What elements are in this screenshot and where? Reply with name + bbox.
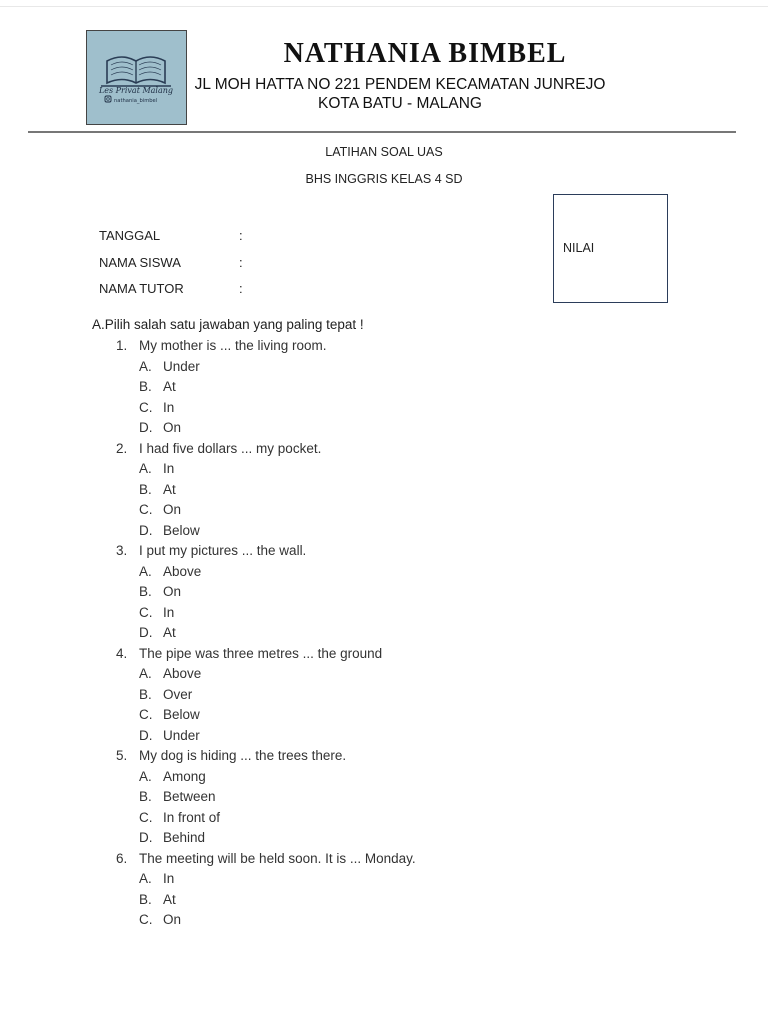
option-letter: D. [139,420,153,435]
logo-script-text: Les Privat Malang [98,86,174,95]
option-text: Over [163,686,193,702]
score-label: NILAI [563,241,595,255]
question-number: 5. [116,748,128,763]
option-text: Above [163,666,202,681]
question-list [0,336,768,931]
option-text: At [163,891,176,907]
option-text: Below [163,707,200,722]
field-colon: : [239,255,243,270]
option-letter: B. [139,379,152,394]
option-letter: C. [139,399,153,415]
option-text: Behind [163,830,206,845]
question-1-option-c [0,398,768,419]
field-nama-tutor [99,281,243,296]
option-text: Below [163,522,200,538]
section-instruction: A.Pilih salah satu jawaban yang paling tepat ! [92,317,364,332]
school-logo [86,30,187,125]
question-text: I put my pictures ... the wall. [139,543,307,558]
header-divider [28,131,736,133]
option-text: Under [163,727,200,743]
question-3-option-b [0,582,768,603]
option-text: At [163,481,176,497]
question-number: 3. [116,543,128,558]
field-colon: : [239,281,243,296]
option-letter: B. [139,891,152,907]
field-nama-siswa [99,255,243,270]
question-text: I had five dollars ... my pocket. [139,440,322,456]
document-title: LATIHAN SOAL UAS [325,145,443,159]
option-text: At [163,379,176,394]
question-5-option-a [0,767,768,788]
option-text: In [163,461,175,476]
question-text: The pipe was three metres ... the ground [139,645,383,661]
question-text: My mother is ... the living room. [139,338,327,353]
question-4-option-d [0,726,768,747]
question-number: 4. [116,645,128,661]
top-edge-line [0,6,768,7]
logo-handle: nathania_bimbel [114,98,158,104]
question-2-option-d [0,521,768,542]
option-letter: D. [139,830,153,845]
option-text: On [163,502,182,517]
option-text: Under [163,358,200,374]
question-6 [0,849,768,870]
open-book-icon [87,31,186,124]
option-text: On [163,420,182,435]
question-6-option-c [0,910,768,931]
question-1 [0,336,768,357]
field-colon: : [239,228,243,243]
question-2-option-b [0,480,768,501]
question-3 [0,541,768,562]
question-1-option-d [0,418,768,439]
option-letter: C. [139,809,153,825]
question-4 [0,644,768,665]
address-line-2: KOTA BATU - MALANG [318,95,482,112]
school-name: NATHANIA BIMBEL [283,38,567,69]
question-4-option-a [0,664,768,685]
question-text: The meeting will be held soon. It is ... Monday. [139,850,416,866]
option-letter: D. [139,522,153,538]
option-text: On [163,584,182,599]
question-1-option-b [0,377,768,398]
question-text: My dog is hiding ... the trees there. [139,748,347,763]
question-number: 6. [116,850,128,866]
instagram-icon [105,96,111,102]
field-label: NAMA SISWA [99,255,181,270]
option-letter: A. [139,768,152,784]
option-letter: B. [139,686,152,702]
question-3-option-a [0,562,768,583]
score-box [553,194,668,303]
question-4-option-b [0,685,768,706]
option-letter: C. [139,604,153,620]
address-line-1: JL MOH HATTA NO 221 PENDEM KECAMATAN JUNREJO [194,76,606,93]
question-number: 1. [116,338,128,353]
question-5-option-b [0,787,768,808]
option-text: In front of [163,809,221,825]
option-letter: A. [139,461,152,476]
question-5-option-c [0,808,768,829]
question-2-option-c [0,500,768,521]
option-text: In [163,399,175,415]
question-2 [0,439,768,460]
option-text: At [163,625,176,640]
option-letter: C. [139,502,153,517]
question-3-option-d [0,623,768,644]
option-letter: A. [139,358,152,374]
option-text: Between [163,789,216,804]
option-text: In [163,604,175,620]
question-1-option-a [0,357,768,378]
question-3-option-c [0,603,768,624]
field-label: TANGGAL [99,228,161,243]
option-letter: C. [139,707,153,722]
option-text: In [163,871,175,886]
option-letter: A. [139,563,152,579]
option-letter: D. [139,727,153,743]
document-subtitle: BHS INGGRIS KELAS 4 SD [305,172,463,186]
option-letter: B. [139,584,152,599]
question-5 [0,746,768,767]
question-4-option-c [0,705,768,726]
option-letter: B. [139,481,152,497]
option-letter: B. [139,789,152,804]
question-6-option-a [0,869,768,890]
option-letter: D. [139,625,153,640]
option-text: Above [163,563,202,579]
field-tanggal [99,228,243,243]
question-number: 2. [116,440,128,456]
option-letter: C. [139,912,153,927]
option-text: On [163,912,182,927]
question-6-option-b [0,890,768,911]
field-label: NAMA TUTOR [99,281,184,296]
option-text: Among [163,768,206,784]
option-letter: A. [139,666,152,681]
question-5-option-d [0,828,768,849]
question-2-option-a [0,459,768,480]
option-letter: A. [139,871,152,886]
